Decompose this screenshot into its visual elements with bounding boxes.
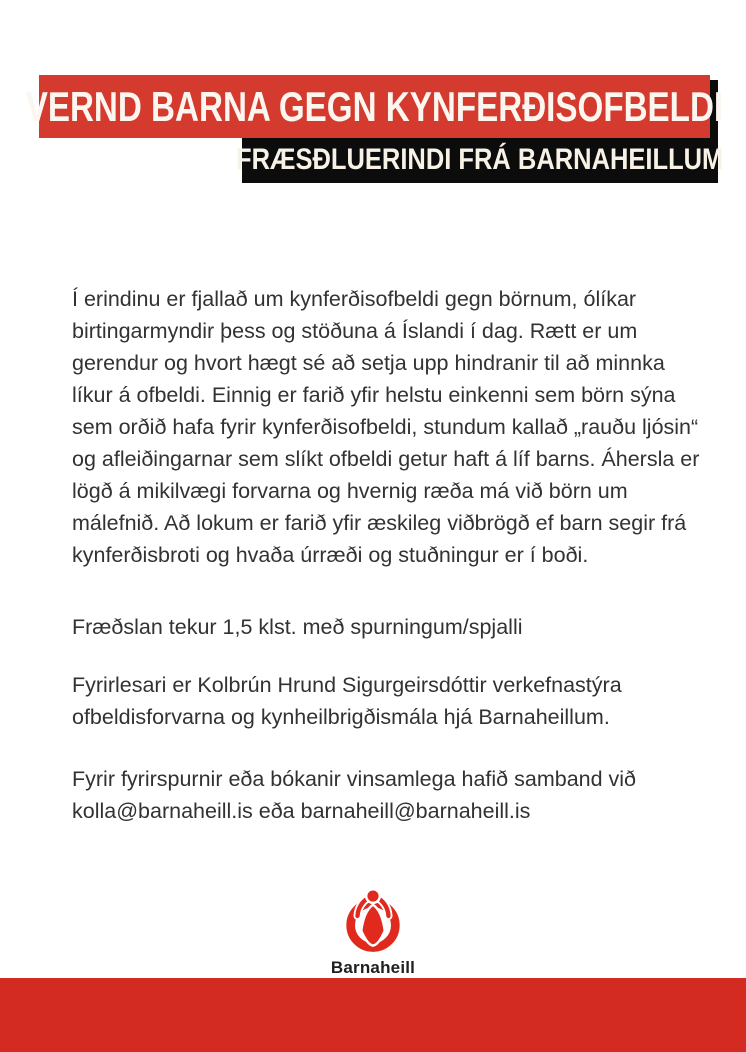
save-the-children-icon xyxy=(342,886,404,952)
subtitle-row xyxy=(236,137,724,183)
email-secondary: barnaheill@barnaheill.is xyxy=(300,799,531,823)
title-banner xyxy=(25,75,724,138)
intro-paragraph: Í erindinu er fjallað um kynferðisofbeldi gegn börnum, ólíkar birtingarmyndir þess og stöðuna á Íslandi í dag. Rætt er um gerendur og hvort hægt sé að setja upp hindranir til að minnka líkur á ofbeldi. Einnig er farið yfir helstu einkenni sem börn sýna sem orðið hafa fyrir kynferðisofbeldi, stundum kallað „rauðu ljósin“ og afleiðingarnar sem slíkt ofbeldi getur haft á líf barns. Áhersla er lögð á mikilvægi forvarna og hvernig ræða má við börn um málefnið. Að lokum er farið yfir æskileg viðbrögð ef barn segir frá kynferðisbroti og hvaða úrræði og stuðningur er í boði. xyxy=(72,287,700,567)
barnaheill-logo xyxy=(0,886,746,978)
body-content xyxy=(72,283,700,827)
footer-red-bar xyxy=(0,978,746,1052)
contact-paragraph xyxy=(72,763,700,827)
logo-wordmark: Barnaheill xyxy=(330,958,416,977)
subtitle-text: FRÆSÐLUERINDI FRÁ BARNAHEILLUM xyxy=(236,143,724,176)
duration-line: Fræðslan tekur 1,5 klst. með spurningum/spjalli xyxy=(72,615,523,639)
contact-separator: eða xyxy=(252,799,301,823)
contact-text: Fyrir fyrirspurnir eða bókanir vinsamlega hafið samband við xyxy=(72,767,637,791)
lecturer-paragraph: Fyrirlesari er Kolbrún Hrund Sigurgeirsdóttir verkefnastýra ofbeldisforvarna og kynheilbrigðismála hjá Barnaheillum. xyxy=(72,673,622,729)
email-primary: kolla@barnaheill.is xyxy=(72,799,253,823)
title-text: VERND BARNA GEGN KYNFERÐISOFBELDI xyxy=(25,82,724,130)
